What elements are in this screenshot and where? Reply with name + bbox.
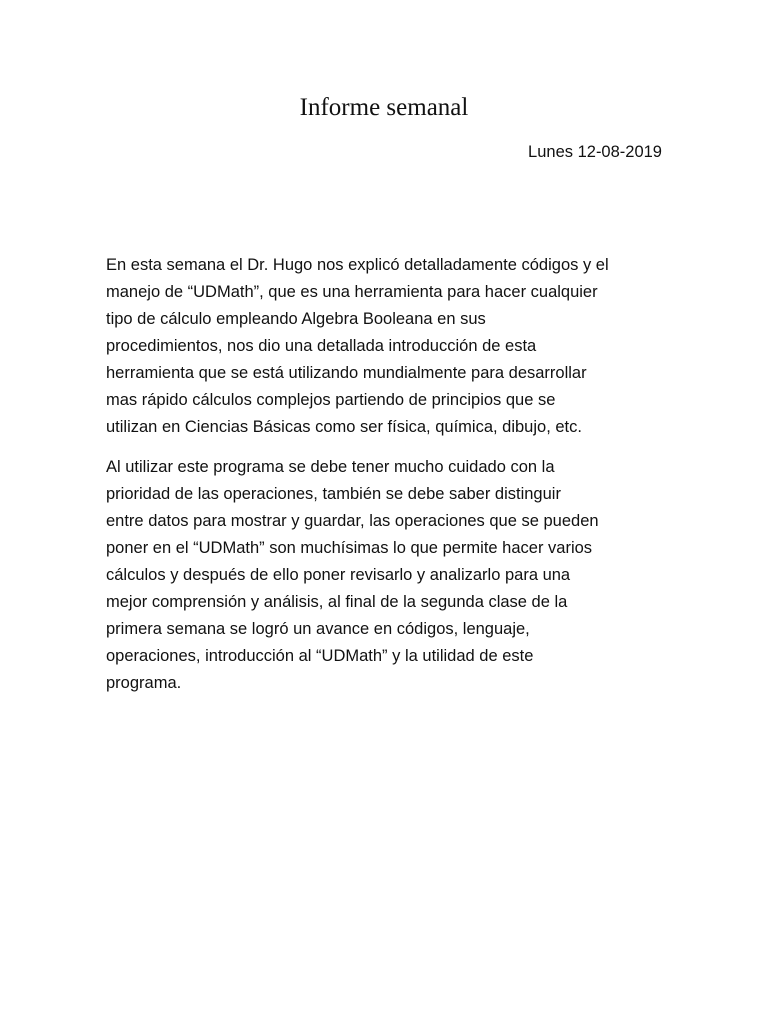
paragraph-line: prioridad de las operaciones, también se debe saber distinguir [106, 485, 561, 503]
paragraph-line: cálculos y después de ello poner revisarlo y analizarlo para una [106, 566, 571, 584]
paragraph-line: manejo de “UDMath”, que es una herramienta para hacer cualquier [106, 283, 598, 301]
paragraph-line: programa. [106, 674, 182, 692]
paragraph-line: procedimientos, nos dio una detallada introducción de esta [106, 337, 537, 355]
document-title: Informe semanal [299, 94, 469, 121]
paragraph-line: entre datos para mostrar y guardar, las operaciones que se pueden [106, 512, 599, 530]
paragraph-line: poner en el “UDMath” son muchísimas lo que permite hacer varios [106, 539, 593, 557]
paragraph-line: mejor comprensión y análisis, al final de la segunda clase de la [106, 593, 568, 611]
paragraph-line: tipo de cálculo empleando Algebra Booleana en sus [106, 310, 486, 328]
paragraph-line: herramienta que se está utilizando mundialmente para desarrollar [106, 364, 587, 382]
paragraph-line: operaciones, introducción al “UDMath” y la utilidad de este [106, 647, 534, 665]
paragraph-line: utilizan en Ciencias Básicas como ser física, química, dibujo, etc. [106, 418, 582, 436]
paragraph-line: primera semana se logró un avance en códigos, lenguaje, [106, 620, 530, 638]
paragraph-2 [106, 454, 666, 697]
document-date: Lunes 12-08-2019 [528, 143, 662, 161]
paragraph-line: En esta semana el Dr. Hugo nos explicó detalladamente códigos y el [106, 256, 609, 274]
paragraph-line: mas rápido cálculos complejos partiendo de principios que se [106, 391, 556, 409]
paragraph-line: Al utilizar este programa se debe tener mucho cuidado con la [106, 458, 555, 476]
paragraph-1 [106, 252, 666, 441]
